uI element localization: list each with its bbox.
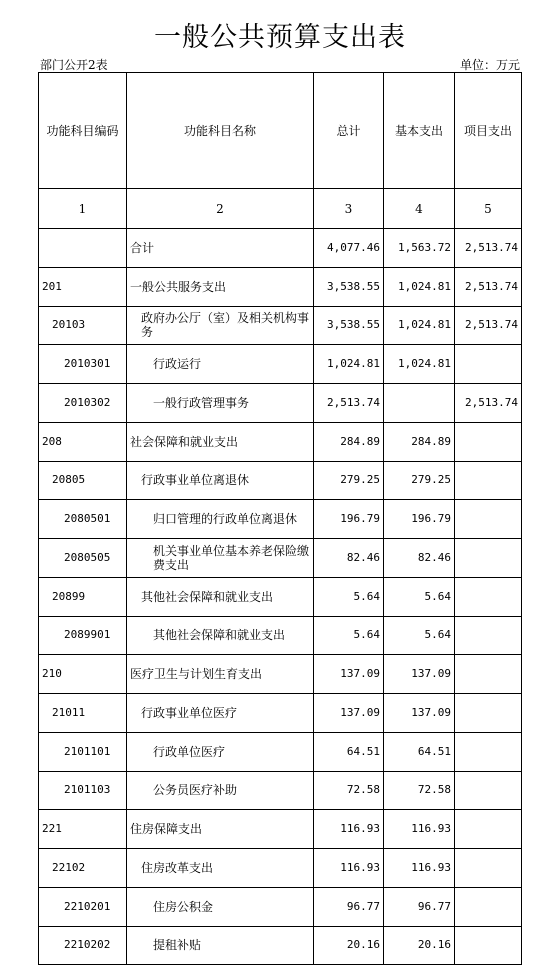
header-basic: 基本支出 <box>384 73 455 189</box>
header-project: 项目支出 <box>455 73 522 189</box>
name-cell: 行政运行 <box>127 345 314 384</box>
code-cell: 20899 <box>39 577 127 616</box>
total-cell: 279.25 <box>314 461 384 500</box>
table-row <box>39 422 522 461</box>
code-cell: 221 <box>39 810 127 849</box>
basic-cell: 1,024.81 <box>384 267 455 306</box>
project-cell <box>455 926 522 965</box>
table-row <box>39 926 522 965</box>
code-cell <box>39 229 127 268</box>
name-cell: 一般行政管理事务 <box>127 384 314 423</box>
project-cell: 2,513.74 <box>455 384 522 423</box>
code-cell: 2080501 <box>39 500 127 539</box>
code-cell: 2101101 <box>39 732 127 771</box>
code-cell: 22102 <box>39 849 127 888</box>
name-cell: 住房保障支出 <box>127 810 314 849</box>
basic-cell: 137.09 <box>384 694 455 733</box>
code-cell: 2101103 <box>39 771 127 810</box>
table-row <box>39 771 522 810</box>
table-row <box>39 229 522 268</box>
basic-cell: 116.93 <box>384 849 455 888</box>
basic-cell: 96.77 <box>384 887 455 926</box>
basic-cell <box>384 384 455 423</box>
table-row <box>39 384 522 423</box>
header-row <box>39 73 522 189</box>
total-cell: 5.64 <box>314 616 384 655</box>
table-row <box>39 694 522 733</box>
code-cell: 2210201 <box>39 887 127 926</box>
basic-cell: 64.51 <box>384 732 455 771</box>
total-cell: 137.09 <box>314 655 384 694</box>
total-cell: 72.58 <box>314 771 384 810</box>
total-cell: 96.77 <box>314 887 384 926</box>
table-row <box>39 461 522 500</box>
code-cell: 2010301 <box>39 345 127 384</box>
table-row <box>39 616 522 655</box>
project-cell <box>455 616 522 655</box>
code-cell: 2010302 <box>39 384 127 423</box>
code-cell: 21011 <box>39 694 127 733</box>
table-row <box>39 345 522 384</box>
column-index-row <box>39 189 522 229</box>
table-row <box>39 500 522 539</box>
name-cell: 其他社会保障和就业支出 <box>127 616 314 655</box>
name-cell: 社会保障和就业支出 <box>127 422 314 461</box>
project-cell <box>455 539 522 578</box>
name-cell: 提租补贴 <box>127 926 314 965</box>
name-cell: 住房公积金 <box>127 887 314 926</box>
table-row <box>39 810 522 849</box>
name-cell: 行政单位医疗 <box>127 732 314 771</box>
name-cell: 合计 <box>127 229 314 268</box>
name-cell: 行政事业单位医疗 <box>127 694 314 733</box>
name-cell: 公务员医疗补助 <box>127 771 314 810</box>
code-cell: 210 <box>39 655 127 694</box>
index-cell: 1 <box>39 189 127 229</box>
table-row <box>39 887 522 926</box>
total-cell: 137.09 <box>314 694 384 733</box>
table-row <box>39 849 522 888</box>
total-cell: 116.93 <box>314 810 384 849</box>
basic-cell: 279.25 <box>384 461 455 500</box>
name-cell: 归口管理的行政单位离退休 <box>127 500 314 539</box>
name-cell: 一般公共服务支出 <box>127 267 314 306</box>
basic-cell: 5.64 <box>384 577 455 616</box>
total-cell: 196.79 <box>314 500 384 539</box>
total-cell: 20.16 <box>314 926 384 965</box>
total-cell: 5.64 <box>314 577 384 616</box>
project-cell <box>455 577 522 616</box>
project-cell <box>455 887 522 926</box>
index-cell: 3 <box>314 189 384 229</box>
total-cell: 4,077.46 <box>314 229 384 268</box>
header-name: 功能科目名称 <box>127 73 314 189</box>
project-cell: 2,513.74 <box>455 306 522 345</box>
name-cell: 医疗卫生与计划生育支出 <box>127 655 314 694</box>
project-cell <box>455 694 522 733</box>
basic-cell: 72.58 <box>384 771 455 810</box>
basic-cell: 137.09 <box>384 655 455 694</box>
total-cell: 3,538.55 <box>314 306 384 345</box>
name-cell: 机关事业单位基本养老保险缴费支出 <box>127 539 314 578</box>
name-cell: 政府办公厅（室）及相关机构事务 <box>127 306 314 345</box>
total-cell: 284.89 <box>314 422 384 461</box>
total-cell: 3,538.55 <box>314 267 384 306</box>
project-cell <box>455 500 522 539</box>
expenditure-table <box>38 72 522 965</box>
name-cell: 其他社会保障和就业支出 <box>127 577 314 616</box>
project-cell <box>455 345 522 384</box>
code-cell: 2080505 <box>39 539 127 578</box>
total-cell: 82.46 <box>314 539 384 578</box>
code-cell: 20805 <box>39 461 127 500</box>
project-cell <box>455 849 522 888</box>
code-cell: 2089901 <box>39 616 127 655</box>
basic-cell: 196.79 <box>384 500 455 539</box>
code-cell: 20103 <box>39 306 127 345</box>
basic-cell: 82.46 <box>384 539 455 578</box>
table-row <box>39 306 522 345</box>
name-cell: 行政事业单位离退休 <box>127 461 314 500</box>
project-cell <box>455 422 522 461</box>
table-row <box>39 577 522 616</box>
table-body <box>39 229 522 965</box>
total-cell: 64.51 <box>314 732 384 771</box>
basic-cell: 1,563.72 <box>384 229 455 268</box>
index-cell: 5 <box>455 189 522 229</box>
basic-cell: 20.16 <box>384 926 455 965</box>
basic-cell: 284.89 <box>384 422 455 461</box>
page-title: 一般公共预算支出表 <box>154 22 406 53</box>
table-number-label: 部门公开2表 <box>40 58 108 72</box>
total-cell: 116.93 <box>314 849 384 888</box>
table-row <box>39 267 522 306</box>
header-code: 功能科目编码 <box>39 73 127 189</box>
basic-cell: 5.64 <box>384 616 455 655</box>
project-cell: 2,513.74 <box>455 229 522 268</box>
header-total: 总计 <box>314 73 384 189</box>
project-cell <box>455 655 522 694</box>
code-cell: 208 <box>39 422 127 461</box>
project-cell: 2,513.74 <box>455 267 522 306</box>
table-row <box>39 732 522 771</box>
project-cell <box>455 810 522 849</box>
total-cell: 2,513.74 <box>314 384 384 423</box>
code-cell: 2210202 <box>39 926 127 965</box>
unit-label: 单位：万元 <box>459 58 520 72</box>
basic-cell: 1,024.81 <box>384 306 455 345</box>
basic-cell: 116.93 <box>384 810 455 849</box>
code-cell: 201 <box>39 267 127 306</box>
name-cell: 住房改革支出 <box>127 849 314 888</box>
project-cell <box>455 461 522 500</box>
basic-cell: 1,024.81 <box>384 345 455 384</box>
project-cell <box>455 771 522 810</box>
table-row <box>39 655 522 694</box>
table-row <box>39 539 522 578</box>
total-cell: 1,024.81 <box>314 345 384 384</box>
index-cell: 4 <box>384 189 455 229</box>
project-cell <box>455 732 522 771</box>
index-cell: 2 <box>127 189 314 229</box>
